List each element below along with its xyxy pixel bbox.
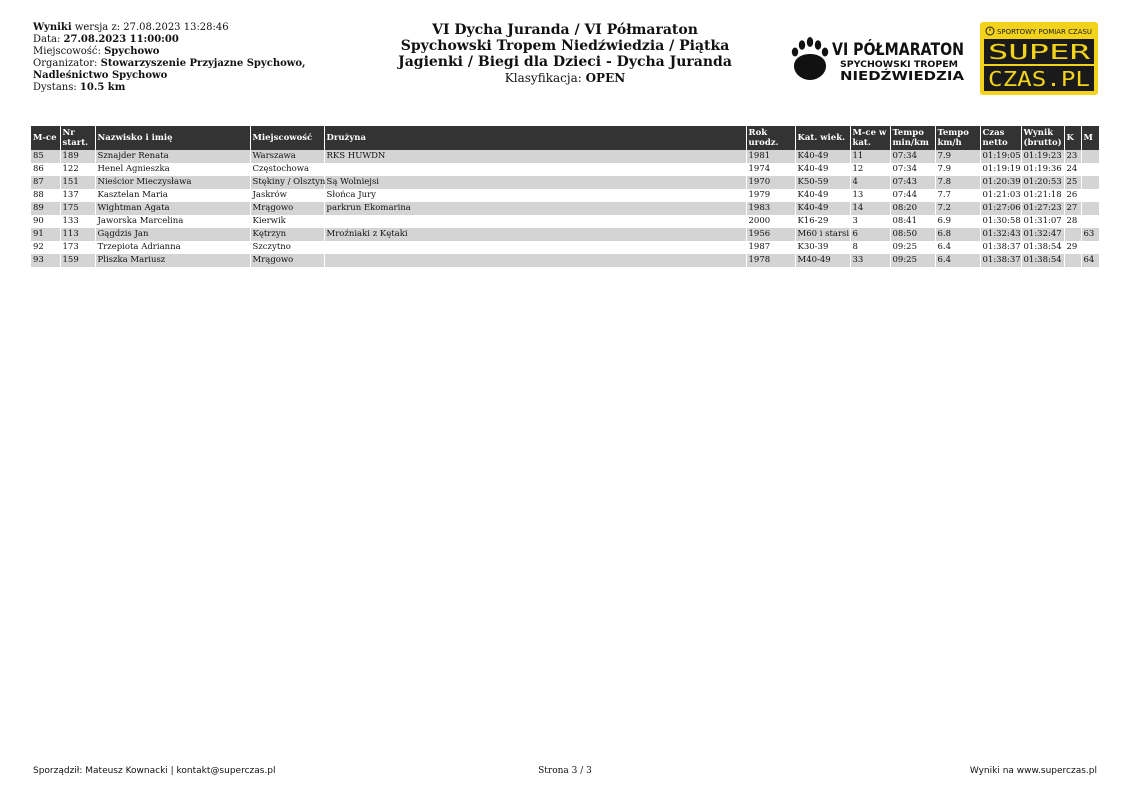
col-name-header: Nazwisko i imię	[95, 126, 250, 150]
col-women-place-cell: 27	[1064, 202, 1081, 215]
table-row	[31, 215, 1099, 228]
data-value: 27.08.2023 11:00:00	[63, 34, 179, 45]
footer-author: Sporządził: Mateusz Kownacki | kontakt@superczas.pl	[33, 766, 276, 776]
col-pace-km-h-cell: 7.9	[935, 150, 980, 163]
col-birth-year-cell: 1978	[746, 254, 795, 267]
miejscowosc-value: Spychowo	[104, 46, 160, 57]
col-age-category-cell: K16-29	[795, 215, 850, 228]
col-gross-time-cell: 01:31:07	[1021, 215, 1064, 228]
col-age-category-cell: K40-49	[795, 202, 850, 215]
col-category-place-cell: 12	[850, 163, 890, 176]
col-pace-km-h-cell: 6.4	[935, 241, 980, 254]
col-name-cell: Kasztelan Maria	[95, 189, 250, 202]
wersja-value: 27.08.2023 13:28:46	[123, 22, 229, 33]
col-birth-year-cell: 1983	[746, 202, 795, 215]
col-net-time-cell: 01:27:06	[980, 202, 1021, 215]
wersja-label: wersja z:	[74, 22, 121, 33]
col-women-place-cell: 25	[1064, 176, 1081, 189]
col-men-place-cell	[1081, 176, 1099, 189]
col-age-category-cell: M60 i starsi	[795, 228, 850, 241]
hm-logo-line2: SPYCHOWSKI TROPEM	[840, 60, 959, 70]
col-net-time-header: Czas netto	[980, 126, 1021, 150]
hm-logo-line3: NIEDŹWIEDZIA	[840, 69, 940, 83]
col-bib-cell: 113	[60, 228, 95, 241]
superczas-logo	[980, 22, 1098, 95]
col-team-cell: Mroźniaki z Kętaki	[324, 228, 746, 241]
col-net-time-cell: 01:38:37	[980, 254, 1021, 267]
col-team-cell: Są Wolniejsi	[324, 176, 746, 189]
col-birth-year-cell: 1981	[746, 150, 795, 163]
table-row	[31, 163, 1099, 176]
col-birth-year-header: Rok urodz.	[746, 126, 795, 150]
col-gross-time-cell: 01:27:23	[1021, 202, 1064, 215]
col-category-place-cell: 6	[850, 228, 890, 241]
col-age-category-cell: M40-49	[795, 254, 850, 267]
col-gross-time-cell: 01:38:54	[1021, 254, 1064, 267]
col-bib-cell: 137	[60, 189, 95, 202]
organizator-value: Stowarzyszenie Przyjazne Spychowo, Nadleśnictwo Spychowo	[33, 58, 306, 81]
col-city-cell: Warszawa	[250, 150, 324, 163]
col-place-cell: 88	[31, 189, 60, 202]
table-row	[31, 241, 1099, 254]
col-team-cell: parkrun Ekomarina	[324, 202, 746, 215]
col-category-place-cell: 33	[850, 254, 890, 267]
col-pace-min-km-cell: 07:44	[890, 189, 935, 202]
col-category-place-cell: 4	[850, 176, 890, 189]
col-birth-year-cell: 2000	[746, 215, 795, 228]
col-pace-km-h-cell: 7.9	[935, 163, 980, 176]
col-bib-cell: 189	[60, 150, 95, 163]
col-gross-time-cell: 01:19:36	[1021, 163, 1064, 176]
col-women-place-cell	[1064, 228, 1081, 241]
col-birth-year-cell: 1970	[746, 176, 795, 189]
col-place-cell: 91	[31, 228, 60, 241]
event-title-block	[385, 22, 745, 86]
organizator-label: Organizator:	[33, 58, 98, 69]
col-team-cell	[324, 215, 746, 228]
col-men-place-cell	[1081, 163, 1099, 176]
col-men-place-cell	[1081, 202, 1099, 215]
col-pace-min-km-cell: 07:43	[890, 176, 935, 189]
table-row	[31, 189, 1099, 202]
classification	[385, 70, 745, 86]
col-category-place-cell: 3	[850, 215, 890, 228]
table-row	[31, 150, 1099, 163]
col-pace-min-km-cell: 07:34	[890, 163, 935, 176]
col-women-place-cell: 28	[1064, 215, 1081, 228]
col-name-cell: Jaworska Marcelina	[95, 215, 250, 228]
col-place-cell: 90	[31, 215, 60, 228]
col-pace-km-h-cell: 6.9	[935, 215, 980, 228]
col-place-cell: 87	[31, 176, 60, 189]
col-bib-header: Nr start.	[60, 126, 95, 150]
col-women-place-cell: 29	[1064, 241, 1081, 254]
col-men-place-cell	[1081, 241, 1099, 254]
col-pace-min-km-header: Tempo min/km	[890, 126, 935, 150]
col-age-category-cell: K40-49	[795, 163, 850, 176]
col-pace-km-h-cell: 6.4	[935, 254, 980, 267]
col-place-cell: 85	[31, 150, 60, 163]
col-gross-time-header: Wynik (brutto)	[1021, 126, 1064, 150]
col-team-cell: RKS HUWDN	[324, 150, 746, 163]
col-birth-year-cell: 1974	[746, 163, 795, 176]
col-city-cell: Jaskrów	[250, 189, 324, 202]
superczas-word2: CZAS.PL	[988, 67, 1090, 91]
col-city-cell: Kierwik	[250, 215, 324, 228]
col-name-cell: Sznajder Renata	[95, 150, 250, 163]
col-net-time-cell: 01:32:43	[980, 228, 1021, 241]
klasyfikacja-value: OPEN	[585, 71, 626, 85]
col-name-cell: Trzepiota Adrianna	[95, 241, 250, 254]
col-pace-min-km-cell: 08:41	[890, 215, 935, 228]
col-team-cell	[324, 241, 746, 254]
col-women-place-cell: 24	[1064, 163, 1081, 176]
table-row	[31, 202, 1099, 215]
col-men-place-header: M	[1081, 126, 1099, 150]
col-bib-cell: 133	[60, 215, 95, 228]
col-place-cell: 89	[31, 202, 60, 215]
wyniki-label: Wyniki	[33, 22, 72, 33]
col-city-header: Miejscowość	[250, 126, 324, 150]
col-men-place-cell: 63	[1081, 228, 1099, 241]
col-net-time-cell: 01:21:03	[980, 189, 1021, 202]
col-net-time-cell: 01:20:39	[980, 176, 1021, 189]
col-city-cell: Stękiny / Olsztyn	[250, 176, 324, 189]
col-category-place-cell: 8	[850, 241, 890, 254]
results-info	[33, 22, 378, 94]
col-net-time-cell: 01:38:37	[980, 241, 1021, 254]
col-men-place-cell	[1081, 189, 1099, 202]
col-pace-min-km-cell: 08:50	[890, 228, 935, 241]
col-pace-km-h-cell: 6.8	[935, 228, 980, 241]
footer-website: Wyniki na www.superczas.pl	[969, 766, 1097, 776]
table-row	[31, 254, 1099, 267]
col-place-cell: 93	[31, 254, 60, 267]
klasyfikacja-label: Klasyfikacja:	[504, 71, 582, 85]
col-pace-km-h-cell: 7.8	[935, 176, 980, 189]
col-name-cell: Gągdzis Jan	[95, 228, 250, 241]
col-age-category-cell: K40-49	[795, 150, 850, 163]
col-men-place-cell: 64	[1081, 254, 1099, 267]
col-net-time-cell: 01:30:58	[980, 215, 1021, 228]
col-birth-year-cell: 1987	[746, 241, 795, 254]
dystans-label: Dystans:	[33, 82, 77, 93]
table-row	[31, 228, 1099, 241]
col-bib-cell: 173	[60, 241, 95, 254]
col-men-place-cell	[1081, 215, 1099, 228]
col-city-cell: Mrągowo	[250, 202, 324, 215]
col-pace-km-h-header: Tempo km/h	[935, 126, 980, 150]
results-body	[31, 150, 1099, 267]
col-women-place-cell: 23	[1064, 150, 1081, 163]
col-pace-min-km-cell: 09:25	[890, 241, 935, 254]
results-table	[31, 126, 1100, 267]
col-gross-time-cell: 01:20:53	[1021, 176, 1064, 189]
col-birth-year-cell: 1979	[746, 189, 795, 202]
col-women-place-header: K	[1064, 126, 1081, 150]
col-pace-km-h-cell: 7.2	[935, 202, 980, 215]
col-men-place-cell	[1081, 150, 1099, 163]
col-gross-time-cell: 01:21:18	[1021, 189, 1064, 202]
event-title: VI Dycha Juranda / VI Półmaraton Spychowski Tropem Niedźwiedzia / Piątka Jagienki / Biegi dla Dzieci - Dycha Juranda	[398, 22, 732, 70]
col-bib-cell: 122	[60, 163, 95, 176]
data-label: Data:	[33, 34, 61, 45]
col-birth-year-cell: 1956	[746, 228, 795, 241]
table-row	[31, 176, 1099, 189]
col-age-category-cell: K30-39	[795, 241, 850, 254]
col-pace-min-km-cell: 07:34	[890, 150, 935, 163]
col-place-cell: 86	[31, 163, 60, 176]
col-women-place-cell: 26	[1064, 189, 1081, 202]
halfmarathon-logo	[788, 30, 991, 88]
col-team-cell	[324, 254, 746, 267]
col-category-place-cell: 14	[850, 202, 890, 215]
col-team-header: Drużyna	[324, 126, 746, 150]
col-name-cell: Wightman Agata	[95, 202, 250, 215]
col-net-time-cell: 01:19:19	[980, 163, 1021, 176]
col-city-cell: Częstochowa	[250, 163, 324, 176]
col-pace-min-km-cell: 09:25	[890, 254, 935, 267]
col-city-cell: Mrągowo	[250, 254, 324, 267]
col-team-cell	[324, 163, 746, 176]
table-header-row	[31, 126, 1099, 150]
page-number: Strona 3 / 3	[538, 766, 592, 776]
superczas-tagline: SPORTOWY POMIAR CZASU	[997, 28, 1092, 36]
col-pace-min-km-cell: 08:20	[890, 202, 935, 215]
col-pace-km-h-cell: 7.7	[935, 189, 980, 202]
dystans-value: 10.5 km	[79, 82, 126, 93]
col-place-cell: 92	[31, 241, 60, 254]
bear-paw-icon	[792, 37, 828, 80]
col-category-place-header: M-ce w kat.	[850, 126, 890, 150]
col-net-time-cell: 01:19:05	[980, 150, 1021, 163]
col-gross-time-cell: 01:32:47	[1021, 228, 1064, 241]
col-place-header: M-ce	[31, 126, 60, 150]
col-bib-cell: 175	[60, 202, 95, 215]
col-age-category-header: Kat. wiek.	[795, 126, 850, 150]
col-name-cell: Henel Agnieszka	[95, 163, 250, 176]
col-gross-time-cell: 01:19:23	[1021, 150, 1064, 163]
col-age-category-cell: K40-49	[795, 189, 850, 202]
col-city-cell: Kętrzyn	[250, 228, 324, 241]
col-category-place-cell: 11	[850, 150, 890, 163]
col-women-place-cell	[1064, 254, 1081, 267]
col-bib-cell: 151	[60, 176, 95, 189]
col-city-cell: Szczytno	[250, 241, 324, 254]
col-team-cell: Słońca Jury	[324, 189, 746, 202]
superczas-word1: SUPER	[988, 40, 1092, 64]
hm-logo-line1: VI PÓŁMARATON	[832, 40, 991, 60]
col-name-cell: Pliszka Mariusz	[95, 254, 250, 267]
col-bib-cell: 159	[60, 254, 95, 267]
col-category-place-cell: 13	[850, 189, 890, 202]
col-gross-time-cell: 01:38:54	[1021, 241, 1064, 254]
col-name-cell: Nieścior Mieczysława	[95, 176, 250, 189]
col-age-category-cell: K50-59	[795, 176, 850, 189]
miejscowosc-label: Miejscowość:	[33, 46, 101, 57]
